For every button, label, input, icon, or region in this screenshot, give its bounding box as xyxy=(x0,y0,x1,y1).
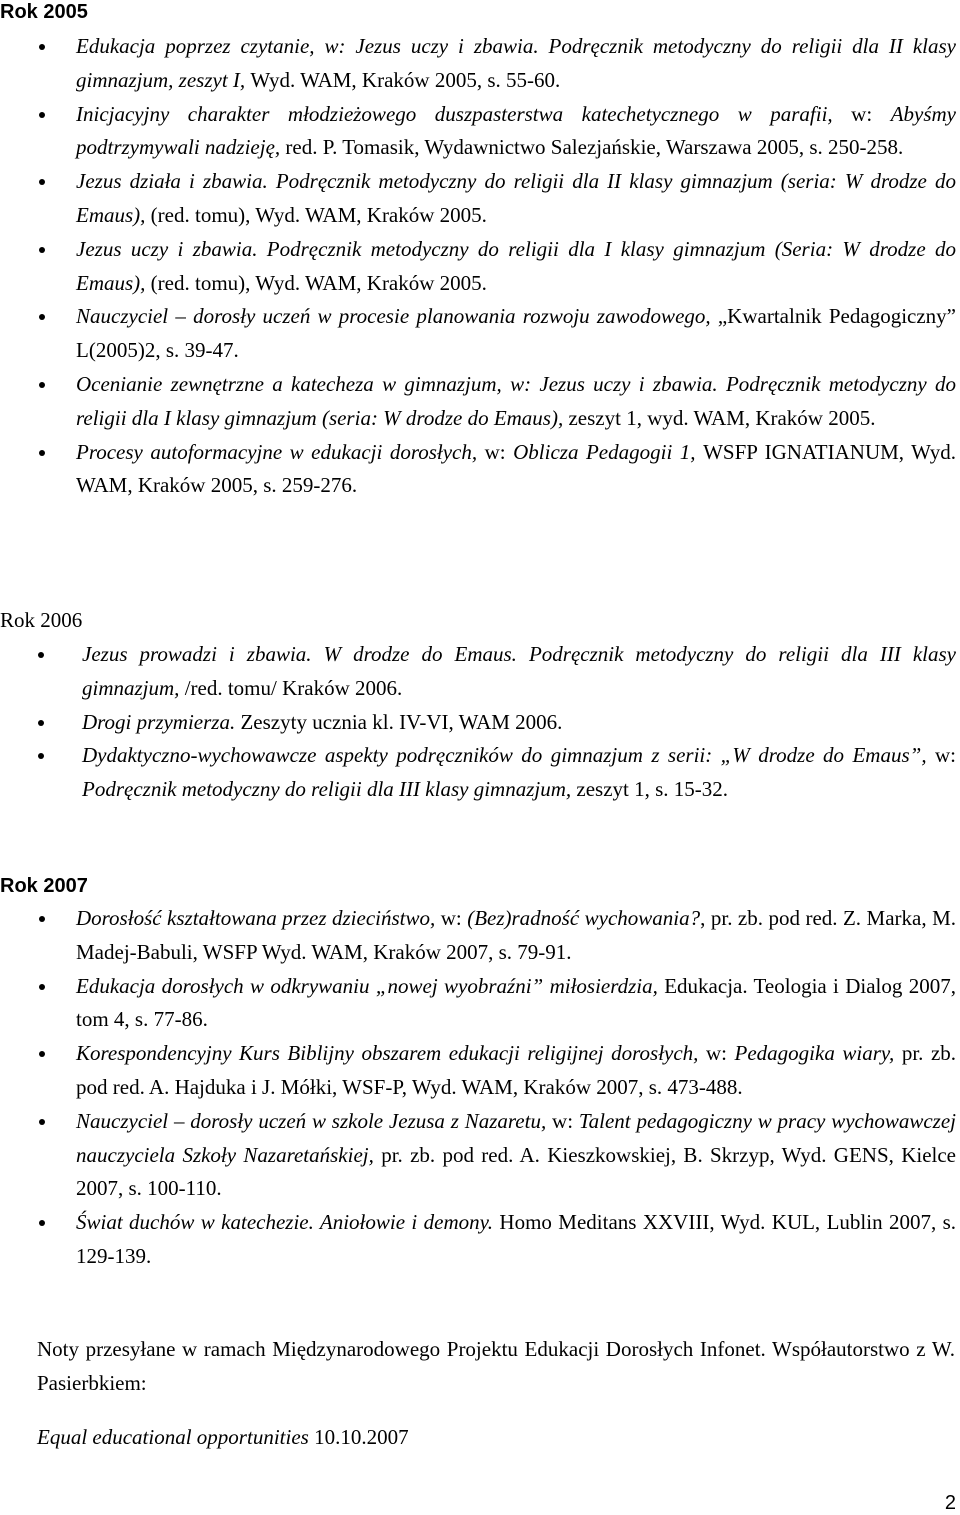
bibliography-entry xyxy=(82,739,956,807)
italic-text-run: Procesy autoformacyjne w edukacji dorosłych, xyxy=(76,439,485,464)
bibliography-entry xyxy=(76,970,956,1038)
text-run: pr. zb. pod red. A. Hajduka i J. Mółki, WSF-P, Wyd. WAM, Kraków 2007, s. 473-488. xyxy=(76,1041,957,1099)
italic-text-run: Jezus uczy i zbawia. Podręcznik metodyczny do religii dla I klasy gimnazjum (Seria: W drodze do Emaus), xyxy=(76,236,956,295)
italic-text-run: Pedagogika wiary, xyxy=(734,1041,902,1066)
infonet-note: Noty przesyłane w ramach Międzynarodowego Projektu Edukacji Dorosłych Infonet. Współautorstwo z W. Pasierbkiem: xyxy=(37,1337,955,1395)
bullet-icon xyxy=(39,247,45,253)
italic-text-run: Inicjacyjny charakter młodzieżowego duszpasterstwa katechetycznego w parafii, xyxy=(76,101,852,126)
text-run: w: xyxy=(705,1041,735,1066)
bullet-icon xyxy=(38,652,44,658)
text-run: 10.10.2007 xyxy=(314,1425,409,1449)
section-heading-2005: Rok 2005 xyxy=(0,1,88,23)
bullet-icon xyxy=(39,916,45,922)
final-entry xyxy=(37,1420,955,1454)
text-run: (red. tomu), Wyd. WAM, Kraków 2005. xyxy=(150,270,487,295)
bibliography-entry xyxy=(76,436,956,504)
section-heading-2006: Rok 2006 xyxy=(0,608,83,632)
bullet-icon xyxy=(39,1051,45,1057)
text-run: w: xyxy=(552,1108,579,1133)
italic-text-run: Korespondencyjny Kurs Biblijny obszarem edukacji religijnej dorosłych, xyxy=(76,1041,706,1066)
entry-list-2005 xyxy=(76,30,956,503)
bibliography-entry xyxy=(76,368,956,436)
bibliography-entry xyxy=(76,902,956,970)
italic-text-run: Dorosłość kształtowana przez dzieciństwo, xyxy=(76,906,441,930)
italic-text-run: Nauczyciel – dorosły uczeń w procesie planowania rozwoju zawodowego, xyxy=(76,304,718,329)
text-run: w: xyxy=(851,101,891,126)
italic-text-run: (Bez)radność wychowania? xyxy=(467,906,701,930)
bibliography-entry xyxy=(76,300,956,368)
italic-text-run: Podręcznik metodyczny do religii dla III klasy gimnazjum, xyxy=(82,777,577,802)
page-number: 2 xyxy=(944,1492,956,1514)
bullet-icon xyxy=(39,44,45,50)
text-run: w: xyxy=(484,439,514,464)
italic-text-run: Drogi przymierza. xyxy=(82,709,241,734)
italic-text-run: Jezus prowadzi i zbawia. W drodze do Emaus. Podręcznik metodyczny do religii dla III klasy gimnazjum, xyxy=(82,642,956,700)
bibliography-entry xyxy=(76,30,956,98)
text-run: w: xyxy=(935,743,956,768)
bullet-icon xyxy=(39,382,45,388)
italic-text-run: Edukacja poprzez czytanie, w: xyxy=(76,34,356,58)
italic-text-run: Abyśmy podtrzymywali nadzieję, xyxy=(76,101,956,160)
entry-list-2007 xyxy=(76,902,956,1274)
bullet-icon xyxy=(39,984,45,990)
text-run: w: xyxy=(440,906,468,930)
bibliography-entry xyxy=(76,233,956,301)
italic-text-run: Nauczyciel – dorosły uczeń w szkole Jezusa z Nazaretu, xyxy=(76,1108,553,1133)
bibliography-entry xyxy=(82,638,956,706)
italic-text-run: Talent pedagogiczny w pracy wychowawczej nauczyciela Szkoły Nazaretańskiej, xyxy=(76,1108,957,1167)
text-run: zeszyt 1, wyd. WAM, Kraków 2005. xyxy=(568,405,876,430)
text-run: , pr. zb. pod red. Z. Marka, M. Madej-Babuli, WSFP Wyd. WAM, Kraków 2007, s. 79-91. xyxy=(76,906,956,964)
bullet-icon xyxy=(38,753,44,759)
text-run: Edukacja. Teologia i Dialog 2007, tom 4, s. 77-86. xyxy=(76,973,956,1032)
text-run: Wyd. WAM, Kraków 2005, s. 55-60. xyxy=(250,67,561,92)
italic-text-run: Dydaktyczno-wychowawcze aspekty podręczników do gimnazjum z serii: „W drodze do Emaus”, xyxy=(82,743,935,768)
italic-text-run: Świat duchów w katechezie. Aniołowie i demony. xyxy=(76,1210,500,1235)
text-run: Homo Meditans XXVIII, Wyd. KUL, Lublin 2007, s. 129-139. xyxy=(76,1210,957,1268)
bullet-icon xyxy=(39,1220,45,1226)
bullet-icon xyxy=(39,112,45,118)
italic-text-run: Jezus działa i zbawia. Podręcznik metodyczny do religii dla II klasy gimnazjum (seria: W drodze do Emaus), xyxy=(76,169,956,227)
text-run: pr. zb. pod red. A. Kieszkowskiej, B. Skrzyp, Wyd. GENS, Kielce 2007, s. 100-110. xyxy=(76,1142,957,1201)
bibliography-entry xyxy=(76,1105,956,1206)
italic-text-run: Ocenianie zewnętrzne a katecheza w gimnazjum, w: Jezus uczy i zbawia. Podręcznik metodyczny do religii dla I klasy gimnazjum (seria: W drodze do Emaus), xyxy=(76,371,956,430)
entry-list-2006 xyxy=(82,638,956,807)
italic-text-run: Edukacja dorosłych w odkrywaniu „nowej wyobraźni” miłosierdzia, xyxy=(76,973,665,998)
section-heading-2007: Rok 2007 xyxy=(0,875,88,897)
text-run: zeszyt 1, s. 15-32. xyxy=(576,777,729,802)
bibliography-entry xyxy=(76,165,956,233)
bibliography-entry xyxy=(76,98,956,166)
bibliography-entry xyxy=(76,1037,956,1105)
bullet-icon xyxy=(39,450,45,456)
text-run: red. P. Tomasik, Wydawnictwo Salezjańskie, Warszawa 2005, s. 250-258. xyxy=(285,135,904,160)
bullet-icon xyxy=(39,179,45,185)
bullet-icon xyxy=(38,720,44,726)
text-run: Zeszyty ucznia kl. IV-VI, WAM 2006. xyxy=(240,709,563,734)
bullet-icon xyxy=(39,1119,45,1125)
text-run: /red. tomu/ Kraków 2006. xyxy=(184,675,403,700)
bibliography-entry xyxy=(82,706,956,740)
text-run: „Kwartalnik Pedagogiczny” L(2005)2, s. 39-47. xyxy=(76,304,956,363)
bibliography-entry xyxy=(76,1206,956,1274)
bullet-icon xyxy=(39,314,45,320)
text-run: WSFP IGNATIANUM, Wyd. WAM, Kraków 2005, s. 259-276. xyxy=(76,439,956,498)
italic-text-run: Oblicza Pedagogii 1, xyxy=(513,439,704,464)
text-run: (red. tomu), Wyd. WAM, Kraków 2005. xyxy=(150,202,487,227)
italic-text-run: Jezus uczy i zbawia. Podręcznik metodyczny do religii dla II klasy gimnazjum, zeszyt I, xyxy=(76,34,956,92)
italic-text-run: Equal educational opportunities xyxy=(37,1425,315,1449)
